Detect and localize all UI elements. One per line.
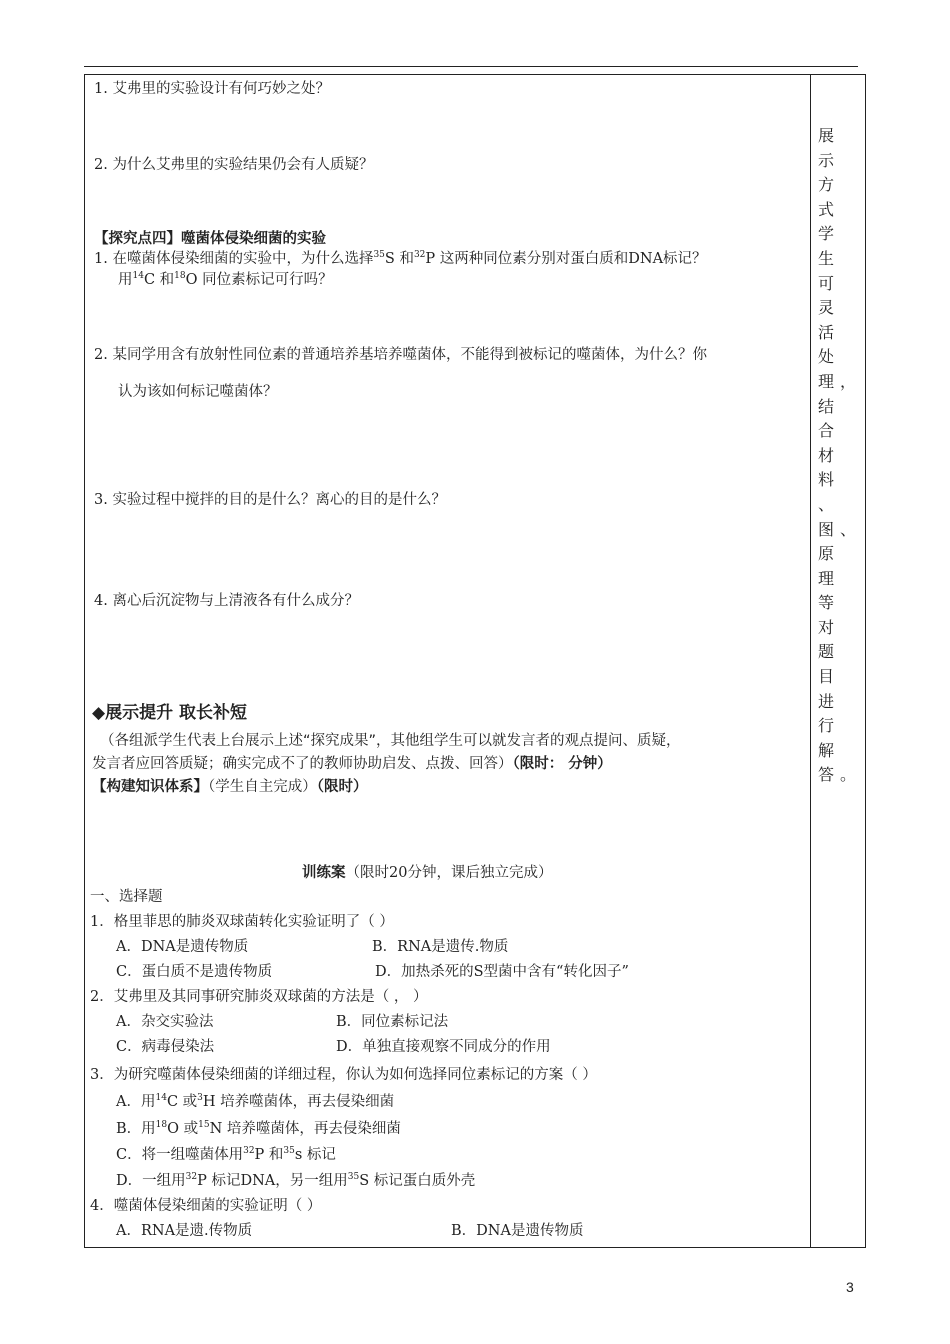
mc-heading: 一、选择题 bbox=[90, 889, 163, 905]
side-note-line: 、 bbox=[818, 494, 841, 514]
side-note-line: 解 bbox=[818, 740, 841, 760]
mc3-d-sup1: 32 bbox=[185, 1172, 198, 1182]
side-note-line: 学生 bbox=[818, 224, 841, 268]
mc3-d-sup2: 35 bbox=[347, 1172, 360, 1182]
mc1-option-d: D．加热杀死的S型菌中含有“转化因子” bbox=[375, 964, 629, 980]
p4-q1-line2-a: 用 bbox=[118, 272, 133, 288]
side-note-line: 理， bbox=[818, 371, 863, 391]
knowledge-c: （限时） bbox=[316, 779, 368, 795]
section4-title: 【探究点四】噬菌体侵染细菌的实验 bbox=[94, 231, 326, 247]
mc3-d-text-c: S 标记蛋白质外壳 bbox=[359, 1173, 476, 1189]
mc2-option-d: D．单独直接观察不同成分的作用 bbox=[336, 1039, 551, 1055]
side-note-line: 结合 bbox=[818, 396, 841, 441]
side-note-line: 原理 bbox=[818, 544, 841, 588]
mc3-c-sup2: 35 bbox=[283, 1146, 295, 1156]
side-note-line: 方式 bbox=[818, 175, 841, 219]
mc1-question: 1．格里菲思的肺炎双球菌转化实验证明了（ ） bbox=[90, 914, 394, 930]
mc3-d-text-a: D．一组用 bbox=[116, 1173, 186, 1189]
column-divider bbox=[810, 74, 811, 1248]
p4-q1-sup-o18: 18 bbox=[174, 271, 186, 281]
mc3-a-sup2: 3 bbox=[197, 1093, 203, 1103]
mc3-option-d bbox=[116, 1172, 475, 1190]
show-line-2-a: 发言者应回答质疑；确实完成不了的教师协助启发、点拨、回答） bbox=[92, 756, 513, 772]
mc3-question: 3．为研究噬菌体侵染细菌的详细过程，你认为如何选择同位素标记的方案（ ） bbox=[90, 1067, 597, 1083]
side-note-line: 展示 bbox=[818, 126, 841, 170]
side-note bbox=[816, 124, 863, 788]
p4-q1-sup-s: 35 bbox=[373, 250, 385, 260]
side-note-line: 活处 bbox=[818, 322, 841, 367]
mc3-c-sup1: 32 bbox=[243, 1146, 255, 1156]
mc3-a-sup1: 14 bbox=[155, 1093, 167, 1103]
p4-question-1-line2 bbox=[118, 271, 333, 289]
mc3-d-text-b: P 标记DNA，另一组用 bbox=[197, 1173, 348, 1189]
mc3-option-a bbox=[116, 1093, 394, 1111]
mc2-option-c: C．病毒侵染法 bbox=[116, 1039, 215, 1055]
mc3-c-text-a: C．将一组噬菌体用 bbox=[116, 1147, 244, 1163]
question-doubt: 2. 为什么艾弗里的实验结果仍会有人质疑？ bbox=[94, 157, 374, 173]
show-line-2-b: （限时： 分钟） bbox=[512, 756, 612, 772]
p4-q1-text-c: P 这两种同位素分别对蛋白质和DNA标记？ bbox=[425, 251, 707, 267]
mc2-option-a: A．杂交实验法 bbox=[116, 1014, 214, 1030]
p4-question-4: 4. 离心后沉淀物与上清液各有什么成分？ bbox=[94, 593, 359, 609]
knowledge-heading bbox=[92, 778, 368, 796]
p4-q1-line2-b: C 和 bbox=[143, 272, 175, 288]
side-note-line: 图、 bbox=[818, 519, 863, 539]
p4-q1-text-b: S 和 bbox=[384, 251, 414, 267]
mc3-c-text-c: s 标记 bbox=[294, 1147, 336, 1163]
mc4-question: 4．噬菌体侵染细菌的实验证明（ ） bbox=[90, 1198, 322, 1214]
mc1-option-c: C．蛋白质不是遗传物质 bbox=[116, 964, 273, 980]
side-note-line: 等对 bbox=[818, 593, 841, 637]
side-note-line: 材料 bbox=[818, 445, 841, 490]
mc1-option-b: B．RNA是遗传.物质 bbox=[372, 939, 509, 955]
side-note-line: 可灵 bbox=[818, 273, 841, 318]
mc3-c-text-b: P 和 bbox=[254, 1147, 284, 1163]
mc1-option-a: A．DNA是遗传物质 bbox=[116, 939, 249, 955]
p4-q1-text-a: 1. 在噬菌体侵染细菌的实验中，为什么选择 bbox=[94, 251, 374, 267]
mc3-option-b bbox=[116, 1120, 401, 1138]
p4-question-2-line2: 认为该如何标记噬菌体？ bbox=[118, 384, 278, 400]
p4-q1-sup-c14: 14 bbox=[132, 271, 144, 281]
header-rule bbox=[84, 66, 858, 67]
p4-q1-sup-p: 32 bbox=[413, 250, 426, 260]
side-note-line: 题目 bbox=[818, 642, 841, 687]
p4-question-3: 3. 实验过程中搅拌的目的是什么？离心的目的是什么？ bbox=[94, 492, 446, 508]
mc4-option-b: B．DNA是遗传物质 bbox=[451, 1223, 584, 1239]
knowledge-a: 【构建知识体系】 bbox=[92, 779, 208, 795]
mc3-option-c bbox=[116, 1146, 336, 1164]
training-title-a: 训练案 bbox=[302, 865, 346, 881]
training-title bbox=[302, 864, 552, 882]
show-line-2 bbox=[92, 755, 612, 773]
mc3-b-sup2: 15 bbox=[198, 1120, 210, 1130]
show-title: ◆展示提升 取长补短 bbox=[92, 703, 247, 723]
mc3-a-text-c: H 培养噬菌体，再去侵染细菌 bbox=[202, 1094, 395, 1110]
page-number: 3 bbox=[846, 1279, 854, 1295]
mc2-option-b: B．同位素标记法 bbox=[336, 1014, 449, 1030]
training-title-b: （限时20分钟，课后独立完成） bbox=[345, 865, 553, 881]
mc3-b-sup1: 18 bbox=[155, 1120, 168, 1130]
mc2-question: 2．艾弗里及其同事研究肺炎双球菌的方法是（ ， ） bbox=[90, 989, 428, 1005]
mc3-b-text-c: N 培养噬菌体，再去侵染细菌 bbox=[209, 1121, 401, 1137]
knowledge-b: （学生自主完成） bbox=[208, 779, 317, 795]
show-line-1: （各组派学生代表上台展示上述“探究成果”，其他组学生可以就发言者的观点提问、质疑， bbox=[100, 733, 681, 749]
mc3-a-text-a: A．用 bbox=[116, 1094, 156, 1110]
mc3-b-text-a: B．用 bbox=[116, 1121, 156, 1137]
p4-q1-line2-c: O 同位素标记可行吗？ bbox=[185, 272, 333, 288]
p4-question-1 bbox=[94, 250, 707, 268]
mc4-option-a: A．RNA是遗.传物质 bbox=[116, 1223, 253, 1239]
mc3-b-text-b: O 或 bbox=[167, 1121, 199, 1137]
p4-question-2: 2. 某同学用含有放射性同位素的普通培养基培养噬菌体，不能得到被标记的噬菌体，为什么？你 bbox=[94, 347, 707, 363]
side-note-line: 进行 bbox=[818, 691, 841, 736]
side-note-line: 答。 bbox=[818, 765, 863, 785]
mc3-a-text-b: C 或 bbox=[166, 1094, 198, 1110]
question-design: 1. 艾弗里的实验设计有何巧妙之处？ bbox=[94, 81, 330, 97]
